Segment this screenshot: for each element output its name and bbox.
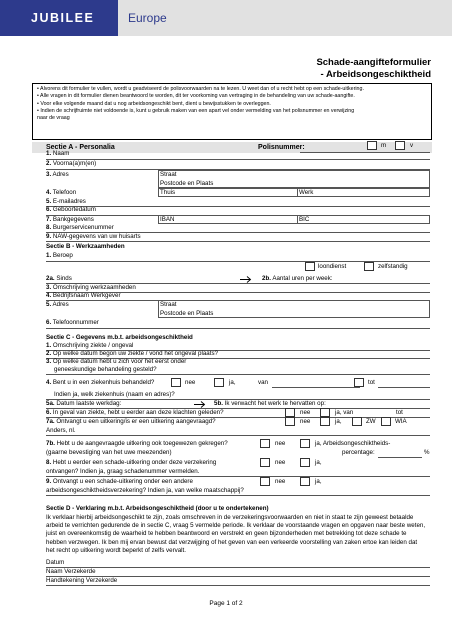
postcode-label: Postcode en Plaats (160, 310, 214, 317)
form-subtitle: - Arbeidsongeschiktheid (320, 69, 431, 80)
q6-label: In geval van ziekte, hebt u eerder aan deze klachten geleden? (51, 409, 224, 416)
field-label-omschrijving: Omschrijving werkzaamheden (51, 284, 136, 291)
field-label-sinds: Sinds (54, 275, 72, 282)
q7a-zw-checkbox[interactable] (352, 417, 362, 426)
field-label-adres: Adres (51, 171, 69, 178)
q5b-label: Ik verwacht het werk te hervatten op: (222, 400, 326, 407)
q4-ja-checkbox[interactable] (214, 378, 224, 387)
field-label-werkgever-adres: Adres (51, 301, 69, 308)
jubilee-logo: JUBILEE (0, 0, 118, 36)
gender-m-label: m (381, 142, 387, 149)
nee-label: nee (300, 418, 311, 425)
loondienst-label: loondienst (318, 263, 347, 270)
gender-v-checkbox[interactable] (395, 141, 405, 150)
telefoon-field[interactable] (158, 188, 430, 197)
naam-verzekerde-label: Naam Verzekerde (46, 568, 96, 575)
van-label: van (258, 379, 268, 386)
instruction-line: • Alle vragen in dit formulier dienen beantwoord te worden, dit ter voorkoming van vertraging in de behandeling van uw schade-aangifte. (37, 93, 355, 100)
q1-label: Omschrijving ziekte / ongeval (51, 342, 134, 349)
field-label-telefoonnummer: Telefoonnummer (51, 319, 99, 326)
nee-label: nee (275, 440, 286, 447)
section-b-title: Sectie B - Werkzaamheden (46, 243, 125, 250)
section-d-title: Sectie D - Verklaring m.b.t. Arbeidsongeschiktheid (door u te ondertekenen) (46, 505, 269, 512)
anders-label: Anders, nl. (46, 427, 76, 434)
section-a-title: Sectie A - Personalia (46, 144, 115, 151)
q3-line[interactable] (46, 374, 430, 375)
q4b-label: Indien ja, welk ziekenhuis (naam en adres)? (54, 391, 175, 398)
percentage-label: percentage: (342, 449, 375, 456)
datum-label: Datum (46, 559, 65, 566)
section-c-title: Sectie C - Gegevens m.b.t. arbeidsongeschiktheid (46, 334, 193, 341)
q9-label-cont: arbeidsongeschiktheidsverzekering? Indien ja, van welke maatschappij? (46, 487, 244, 494)
wia-label: WIA (395, 418, 407, 425)
datum-line[interactable] (46, 567, 430, 568)
zelfstandig-checkbox[interactable] (364, 262, 374, 271)
nee-label: nee (275, 478, 286, 485)
email-line[interactable] (46, 206, 430, 207)
ja-label: ja, (229, 379, 236, 386)
field-label-bank: Bankgegevens (51, 216, 94, 223)
q2-label: Op welke datum begon uw ziekte / vond het ongeval plaats? (51, 350, 218, 357)
nee-label: nee (300, 409, 311, 416)
tot-label: tot (396, 409, 403, 416)
percent-sign: % (424, 449, 430, 456)
gender-v-label: v (410, 142, 414, 149)
zelfstandig-label: zelfstandig (378, 263, 408, 270)
q4-label: Bent u in een ziekenhuis behandeld? (51, 379, 155, 386)
thuis-label: Thuis (160, 189, 176, 196)
form-title: Schade-aangifteformulier (316, 57, 431, 68)
gender-m-checkbox[interactable] (367, 141, 377, 150)
page-number: Page 1 of 2 (209, 600, 243, 607)
field-label-voornaam: Voorna(a)m(en) (51, 160, 97, 167)
arrow-right-icon (194, 401, 206, 408)
q7b-label: Hebt u de aangevraagde uitkering ook toegewezen gekregen? (54, 440, 228, 447)
q7b-ja-label: ja, Arbeidsongeschiktheids- (315, 440, 391, 447)
percentage-line[interactable] (378, 457, 422, 458)
bic-label: BIC (299, 216, 310, 223)
werk-label: Werk (299, 189, 314, 196)
ja-label: ja, (335, 418, 342, 425)
tot-label: tot (368, 379, 375, 386)
field-label-beroep: Beroep (51, 252, 73, 259)
q7b-nee-checkbox[interactable] (260, 439, 270, 448)
q3-label-cont: geneeskundige behandeling gesteld? (54, 366, 157, 373)
ja-van-label: ja, van (335, 409, 354, 416)
nee-label: nee (185, 379, 196, 386)
q7a-nee-checkbox[interactable] (285, 417, 295, 426)
q8-line[interactable] (46, 476, 430, 477)
bank-field[interactable] (158, 215, 430, 224)
iban-label: IBAN (160, 216, 175, 223)
instructions-box (32, 83, 432, 140)
straat-label: Straat (160, 301, 177, 308)
q7a-ja-checkbox[interactable] (320, 417, 330, 426)
arrow-right-icon (240, 276, 252, 283)
declaration-text: Ik verklaar hierbij arbeidsongeschikt te zijn, zoals omschreven in de verzekeringsvoorwaarden en niet in staat te zijn geweest betaalde arbeid te verrichten gedurende de in sectie C, vraag 5 vermelde periode. Ik verklaar de voorstaande vragen en opgaven naar beste weten, juist en overeenkomstig de waarheid te hebben beantwoord en verstrekt en geen bijzonderheden met betrekking tot deze schade te hebben verzwegen. Ik ben mij ervan bewust dat verzwijging of het geven van een verkeerde voorstelling van zaken ertoe kan leiden dat het recht op uitkering wordt beperkt of zelfs vervalt. (46, 514, 426, 554)
nee-label: nee (275, 459, 286, 466)
field-label-naam: Naam (51, 150, 70, 157)
q4-tot-line[interactable] (378, 387, 430, 388)
q7a-line[interactable] (46, 435, 430, 436)
field-num: 1. (46, 150, 52, 157)
polisnummer-line (300, 152, 430, 153)
naam-line[interactable] (46, 159, 430, 160)
field-label-bsn: Burgerservicenummer (51, 224, 114, 231)
field-label-uren: Aantal uren per week: (270, 275, 333, 282)
q9-line[interactable] (46, 495, 430, 496)
instruction-line: • Voor elke volgende maand dat u nog arbeidsongeschikt bent, dient u bewijsstukken te overleggen. (37, 100, 271, 107)
telefoonnummer-line[interactable] (46, 328, 430, 329)
q4-van-line[interactable] (272, 387, 360, 388)
header-bar (0, 0, 452, 36)
handtekening-line[interactable] (46, 585, 430, 586)
instruction-line: • Indien de schrijfruimte niet voldoende is, kunt u gebruik maken van een apart vel onder vermelding van het polisnummer en verwijzing (37, 107, 355, 114)
ja-label: ja, (315, 459, 322, 466)
q7a-label: Ontvangt u een uitkering/is er een uitkering aangevraagd? (54, 418, 216, 425)
field-label-werkgever: Bedrijfsnaam Werkgever (51, 292, 121, 299)
region-label: Europe (118, 0, 452, 36)
q3-label: Op welke datum hebt u zich voor het eerst onder (51, 358, 187, 365)
q9-ja-checkbox[interactable] (300, 477, 310, 486)
q8-label-cont: ontvangen? Indien ja, graag schadenummer vermelden. (46, 468, 200, 475)
ja-label: ja, (315, 478, 322, 485)
field-label-telefoon: Telefoon (51, 189, 77, 196)
handtekening-label: Handtekening Verzekerde (46, 577, 118, 584)
field-label-geboortedatum: Geboortedatum (51, 206, 96, 213)
field-label-email: E-mailadres (51, 198, 86, 205)
instruction-line: naar de vraag (37, 115, 70, 122)
q8-label: Hebt u eerder een schade-uitkering onder deze verzekering (51, 459, 217, 466)
field-label-huisarts: NAW-gegevens van uw huisarts (51, 233, 141, 240)
q6-ja-checkbox[interactable] (320, 408, 330, 417)
postcode-label: Postcode en Plaats (160, 180, 214, 187)
q9-nee-checkbox[interactable] (260, 477, 270, 486)
q7a-wia-checkbox[interactable] (381, 417, 391, 426)
polisnummer-label: Polisnummer: (258, 144, 305, 151)
zw-label: ZW (366, 418, 376, 425)
straat-label: Straat (160, 171, 177, 178)
huisarts-line[interactable] (46, 241, 430, 242)
q6-nee-checkbox[interactable] (285, 408, 295, 417)
q4-nee-checkbox[interactable] (171, 378, 181, 387)
q5a-label: Datum laatste werkdag: (54, 400, 122, 407)
q4-date-box[interactable] (354, 378, 364, 387)
q8-nee-checkbox[interactable] (260, 458, 270, 467)
loondienst-checkbox[interactable] (305, 262, 315, 271)
instruction-line: • Alvorens dit formulier te vullen, wordt u geadviseerd de polisvoorwaarden na te lezen. U weet dan of u recht hebt op een schade-uitkering. (37, 86, 364, 92)
q9-label: Ontvangt u een schade-uitkering onder een andere (51, 478, 193, 485)
q7b-sub-label: (gaarne bevestiging van het uwe meezenden) (46, 449, 172, 456)
q7b-ja-checkbox[interactable] (300, 439, 310, 448)
q8-ja-checkbox[interactable] (300, 458, 310, 467)
